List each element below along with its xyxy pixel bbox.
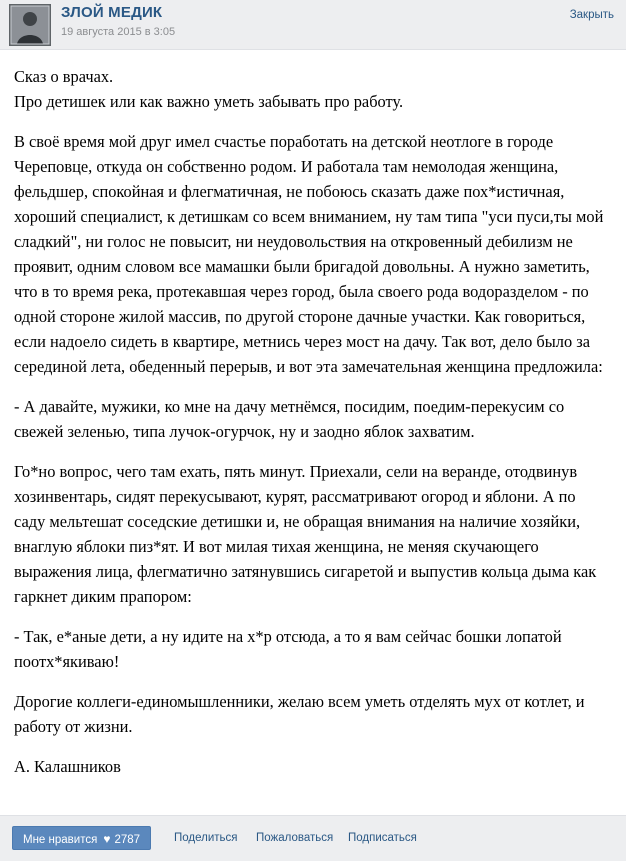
share-button[interactable]: Поделиться — [174, 832, 238, 844]
like-label: Мне нравится — [23, 834, 98, 846]
paragraph-signature: А. Калашников — [14, 757, 121, 776]
paragraph-7: Дорогие коллеги-единомышленники, желаю всем уметь отделять мух от котлет, и работу от жизни. — [14, 692, 585, 736]
heart-icon: ♥ — [103, 832, 111, 846]
post-text — [0, 50, 626, 779]
avatar[interactable] — [9, 4, 51, 46]
paragraph-2: Про детишек или как важно уметь забывать про работу. — [14, 92, 404, 111]
report-button[interactable]: Пожаловаться — [256, 832, 334, 844]
post-footer — [0, 815, 626, 861]
header-text — [61, 4, 175, 39]
close-button[interactable]: Закрыть — [569, 9, 614, 21]
like-count: 2787 — [114, 834, 141, 846]
post-date[interactable]: 19 августа 2015 в 3:05 — [61, 26, 176, 38]
paragraph-3: В своё время мой друг имел счастье поработать на детской неотлоге в городе Череповце, откуда он собственно родом. И работала там немолодая женщина, фельдшер, спокойная и флегматичная, не побоюсь сказать даже пох*истичная, хороший специалист, к детишкам со всем вниманием, ну там типа "уси пуси,ты мой сладкий", ни голос не повысит, ни неудовольствия на откровенный дебилизм не проявит, одним словом все мамашки были бригадой довольны. А нужно заметить, что в то время река, протекавшая через город, была своего рода водоразделом - по одной стороне жилой массив, по другой стороне дачные участки. Как говориться, если надоело сидеть в квартире, метнись через мост на дачу. Так вот, дело было за серединой лета, обеденный перерыв, и вот эта замечательная женщина предложила: — [14, 132, 604, 376]
paragraph-6: - Так, е*аные дети, а ну идите на х*р отсюда, а то я вам сейчас бошки лопатой поотх*якиваю! — [14, 627, 562, 671]
paragraph-5: Го*но вопрос, чего там ехать, пять минут. Приехали, сели на веранде, отодвинув хозинвентарь, сидят перекусывают, курят, рассматривают огород и яблони. А по саду мельтешат соседские детишки и, не обращая внимания на наличие хозяйки, внаглую яблоки пиз*ят. И вот милая тихая женщина, не меняя скучающего выражения лица, флегматично затянувшись сигаретой и выпустив кольца дыма как гаркнет диким прапором: — [14, 462, 597, 606]
paragraph-4: - А давайте, мужики, ко мне на дачу метнёмся, посидим, поедим-перекусим со свежей зеленью, типа лучок-огурчок, ну и заодно яблок захватим. — [14, 397, 565, 441]
subscribe-button[interactable]: Подписаться — [348, 832, 417, 844]
paragraph-1: Сказ о врачах. — [14, 67, 114, 86]
like-button[interactable] — [12, 826, 151, 850]
author-name[interactable]: ЗЛОЙ МЕДИК — [61, 4, 163, 21]
post-header — [0, 0, 626, 50]
avatar-image — [9, 4, 51, 46]
